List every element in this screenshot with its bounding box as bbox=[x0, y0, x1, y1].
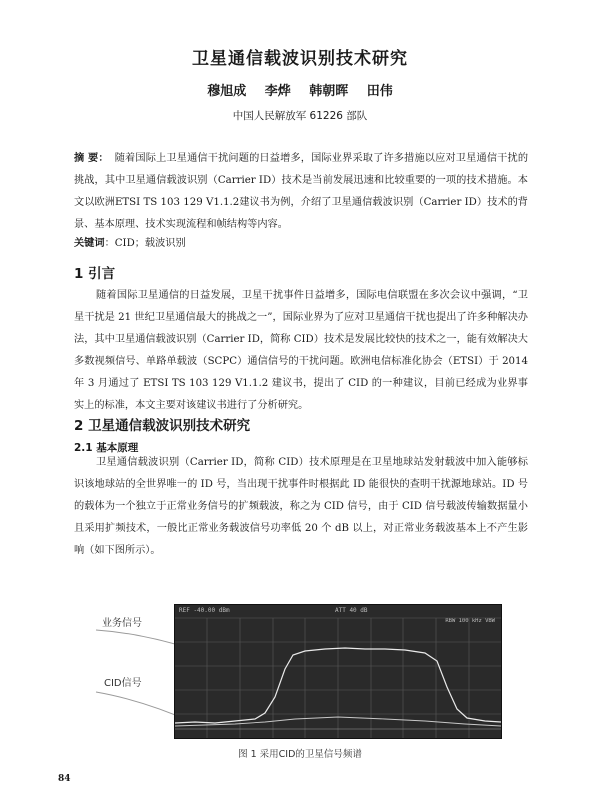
abstract-text: 随着国际上卫星通信干扰问题的日益增多，国际业界采取了许多措施以应对卫星通信干扰的挑战，其中卫星通信载波识别（Carrier ID）技术是当前发展迅速和比较重要的一项的技术措施。本文以欧洲ETSI TS 103 129 V1.1.2建议书为例，介绍了卫星通信载波识别（Carrier ID）技术的背景、基本原理、技术实现流程和帧结构等内容。 bbox=[74, 153, 529, 230]
screen-att-text: ATT 40 dB bbox=[335, 607, 368, 614]
paper-title: 卫星通信载波识别技术研究 bbox=[192, 49, 408, 69]
spectrum-plot bbox=[175, 605, 501, 738]
figure-caption: 图 1 采用CID的卫星信号频谱 bbox=[238, 749, 362, 760]
screen-grid bbox=[175, 618, 501, 738]
spectrum-analyzer-screen bbox=[174, 604, 502, 739]
abstract bbox=[74, 148, 528, 236]
principle-paragraph: 卫星通信载波识别（Carrier ID，简称 CID）技术原理是在卫星地球站发射载波中加入能够标识该地球站的全世界唯一的 ID 号，当出现干扰事件时根据此 ID 能很快的查明干扰源地球站。ID 号的载体为一个独立于正常业务信号的扩频载波，称之为 CID 信号，由于 CID 信号载波传输数据量小且采用扩频技术，一般比正常业务载波信号功率低 20 个 dB 以上，对正常业务载波基本上不产生影响（如下图所示）。 bbox=[74, 457, 528, 556]
author-list: 穆旭成 李烨 韩朝晖 田伟 bbox=[207, 84, 393, 99]
spectrum-figure bbox=[92, 604, 502, 739]
screen-rbw-text: RBW 100 kHz VBW bbox=[445, 618, 495, 624]
abstract-label: 摘 要： bbox=[74, 153, 109, 164]
subsection-heading-principle: 2.1 基本原理 bbox=[74, 442, 139, 454]
screen-ref-text: REF -40.00 dBm bbox=[179, 607, 230, 614]
keywords-label: 关键词 bbox=[74, 238, 105, 249]
keywords-text: ：CID；载波识别 bbox=[104, 238, 186, 249]
section-heading-cid: 2 卫星通信载波识别技术研究 bbox=[74, 418, 251, 434]
label-cid-signal: CID信号 bbox=[104, 678, 142, 689]
intro-paragraph: 随着国际卫星通信的日益发展，卫星干扰事件日益增多，国际电信联盟在多次会议中强调，“卫星干扰是 21 世纪卫星通信最大的挑战之一”，国际业界为了应对卫星通信干扰也提出了许多种解决办法，其中卫星通信载波识别（Carrier ID，简称 CID）技术是发展比较快的技术之一，能有效解决大多数视频信号、单路单载波（SCPC）通信信号的干扰问题。欧洲电信标准化协会（ETSI）于 2014 年 3 月通过了 ETSI TS 103 129 V1.1.2 建议书，提出了 CID 的一种建议，目前已经成为业界事实上的标准，本文主要对该建议书进行了分析研究。 bbox=[74, 290, 528, 411]
page-number: 84 bbox=[58, 774, 71, 784]
keywords bbox=[74, 236, 528, 252]
section-heading-intro: 1 引言 bbox=[74, 266, 116, 282]
affiliation: 中国人民解放军 61226 部队 bbox=[232, 110, 368, 122]
label-service-signal: 业务信号 bbox=[102, 618, 142, 629]
